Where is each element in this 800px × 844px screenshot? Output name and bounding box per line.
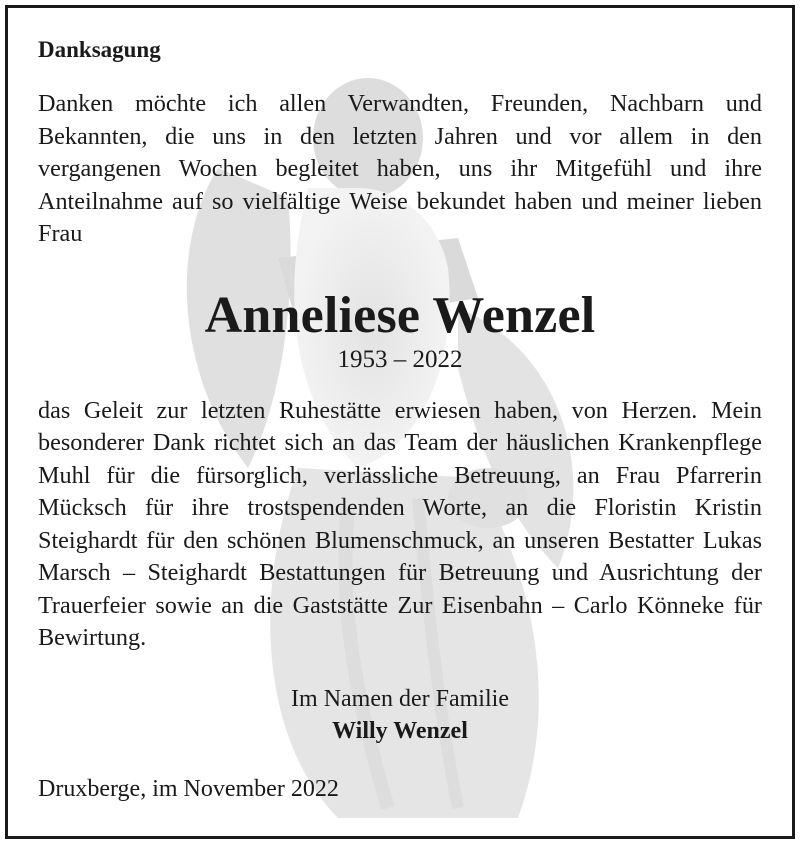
deceased-years: 1953 – 2022: [337, 345, 463, 373]
deceased-name: Anneliese Wenzel: [204, 286, 596, 344]
intro-paragraph: Danken möchte ich allen Verwandten, Freunden, Nachbarn und Bekannten, die uns in den letzten Jahren und vor allem in den vergangenen Wochen begleitet haben, uns ihr Mitgefühl und ihre Anteilnahme auf so vielfältige Weise bekundet haben und meiner lieben Frau: [38, 90, 762, 247]
signer-name: Willy Wenzel: [332, 717, 468, 744]
body-paragraph: das Geleit zur letzten Ruhestätte erwiesen haben, von Herzen. Mein besonderer Dank richtet sich an das Team der häuslichen Krankenpflege Muhl für die fürsorglich, verlässliche Betreuung, an Frau Pfarrerin Mücksch für ihre trostspendenden Worte, an die Floristin Kristin Steighardt für den schönen Blumenschmuck, an unseren Bestatter Lukas Marsch – Steighardt Bestattungen für Betreuung und Ausrichtung der Trauerfeier sowie an die Gaststätte Zur Eisenbahn – Carlo Könneke für Bewirtung.: [38, 396, 762, 651]
place-date: Druxberge, im November 2022: [38, 775, 339, 802]
signoff-line: Im Namen der Familie: [291, 685, 509, 712]
signoff: [38, 683, 762, 747]
heading: Danksagung: [38, 37, 161, 62]
obituary-content: [38, 36, 762, 805]
obituary-card: [5, 5, 795, 839]
